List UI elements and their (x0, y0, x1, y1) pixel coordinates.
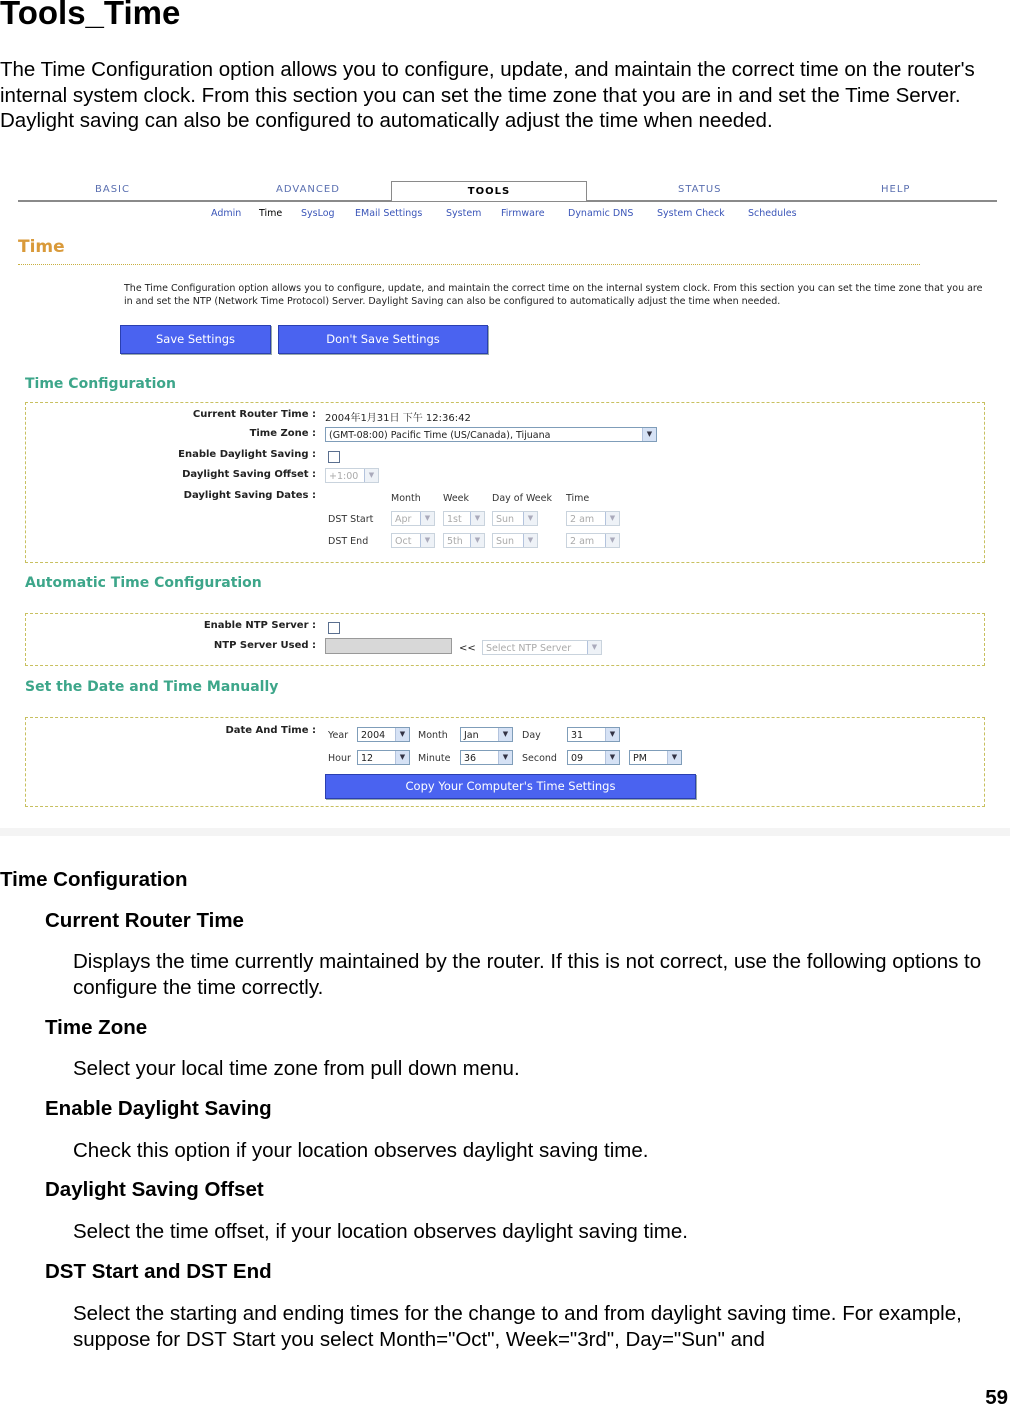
chevron-down-icon: ▼ (523, 512, 537, 525)
chevron-down-icon: ▼ (420, 534, 434, 547)
ntp-enable-label: Enable NTP Server : (203, 620, 316, 631)
panel-description: The Time Configuration option allows you to configure, update, and maintain the correct time on the internal system clock. From this section you can set the time zone that you are in and set the NTP (Network Time Protocol) Server. Daylight Saving can also be configured to automatically adjust the time when needed. (124, 283, 983, 307)
subnav-dynamic-dns[interactable]: Dynamic DNS (568, 208, 634, 219)
chevron-down-icon: ▼ (395, 751, 409, 764)
auto-config-title: Automatic Time Configuration (25, 575, 262, 591)
router-ui-screenshot (0, 172, 1010, 836)
chevron-down-icon: ▼ (470, 512, 484, 525)
dst-end-month-select[interactable] (391, 533, 435, 548)
col-day-of-week: Day of Week (492, 493, 552, 504)
item-heading-enable-daylight-saving: Enable Daylight Saving (45, 1097, 272, 1120)
dst-start-time-select[interactable] (566, 511, 620, 526)
month-label: Month (418, 730, 448, 741)
dst-offset-select[interactable] (325, 468, 379, 483)
item-heading-time-zone: Time Zone (45, 1016, 148, 1039)
dst-end-day-select[interactable] (492, 533, 538, 548)
tab-basic[interactable]: BASIC (95, 184, 130, 195)
item-text-time-zone: Select your local time zone from pull down menu. (73, 1057, 520, 1080)
day-select[interactable] (567, 727, 620, 742)
chevron-down-icon: ▼ (395, 728, 409, 741)
ampm-select[interactable] (629, 750, 682, 765)
dst-end-time-select[interactable] (566, 533, 620, 548)
col-month: Month (391, 493, 421, 504)
subnav-schedules[interactable]: Schedules (748, 208, 797, 219)
copy-arrow-button[interactable]: << (459, 643, 476, 654)
month-select[interactable] (460, 727, 513, 742)
dst-start-month-select[interactable] (391, 511, 435, 526)
minute-value: 36 (464, 753, 477, 764)
dst-end-time: 2 am (570, 536, 595, 547)
dst-start-month: Apr (395, 514, 412, 525)
col-week: Week (443, 493, 470, 504)
dst-offset-label: Daylight Saving Offset : (182, 469, 316, 480)
hour-select[interactable] (357, 750, 410, 765)
chevron-down-icon: ▼ (498, 728, 512, 741)
day-label: Day (522, 730, 541, 741)
section-title: Time Configuration (0, 868, 188, 891)
dst-end-week: 5th (447, 536, 463, 547)
subnav-system-check[interactable]: System Check (657, 208, 725, 219)
dst-end-label: DST End (328, 536, 369, 547)
ntp-server-input[interactable] (325, 638, 452, 654)
copy-computer-time-button[interactable]: Copy Your Computer's Time Settings (325, 774, 696, 799)
tab-help[interactable]: HELP (881, 184, 911, 195)
subnav-system[interactable]: System (446, 208, 482, 219)
time-config-title: Time Configuration (25, 376, 176, 392)
manual-title: Set the Date and Time Manually (25, 679, 279, 695)
dst-start-week-select[interactable] (443, 511, 485, 526)
chevron-down-icon: ▼ (605, 534, 619, 547)
dst-start-day-select[interactable] (492, 511, 538, 526)
second-value: 09 (571, 753, 584, 764)
year-select[interactable] (357, 727, 410, 742)
chevron-down-icon: ▼ (605, 512, 619, 525)
chevron-down-icon: ▼ (364, 469, 378, 482)
item-text-current-router-time: Displays the time currently maintained by the router. If this is not correct, use the following options to configure the time correctly. (73, 950, 982, 999)
minute-label: Minute (418, 753, 451, 764)
tab-tools[interactable]: TOOLS (391, 181, 587, 201)
chevron-down-icon: ▼ (470, 534, 484, 547)
dont-save-settings-button[interactable]: Don't Save Settings (278, 325, 488, 354)
tab-advanced[interactable]: ADVANCED (276, 184, 340, 195)
dst-end-day: Sun (496, 536, 515, 547)
subnav-email-settings[interactable]: EMail Settings (355, 208, 423, 219)
document-title: Tools_Time (0, 0, 181, 31)
month-value: Jan (464, 730, 479, 741)
subnav-syslog[interactable]: SysLog (301, 208, 335, 219)
col-time: Time (566, 493, 590, 504)
dst-end-week-select[interactable] (443, 533, 485, 548)
chevron-down-icon: ▼ (523, 534, 537, 547)
item-text-enable-daylight-saving: Check this option if your location observes daylight saving time. (73, 1139, 649, 1162)
second-select[interactable] (567, 750, 620, 765)
ampm-value: PM (633, 753, 647, 764)
chevron-down-icon: ▼ (498, 751, 512, 764)
current-time-label: Current Router Time : (192, 409, 316, 420)
dst-dates-label: Daylight Saving Dates : (183, 490, 316, 501)
current-time-value: 2004年1月31日 下午 12:36:42 (325, 413, 471, 424)
ntp-enable-checkbox[interactable] (328, 622, 340, 634)
chevron-down-icon: ▼ (642, 428, 656, 441)
item-heading-dst-start-end: DST Start and DST End (45, 1260, 272, 1283)
tab-status[interactable]: STATUS (678, 184, 722, 195)
subnav-firmware[interactable]: Firmware (501, 208, 545, 219)
datetime-label: Date And Time : (225, 725, 316, 736)
subnav-admin[interactable]: Admin (211, 208, 242, 219)
year-label: Year (328, 730, 349, 741)
chevron-down-icon: ▼ (605, 728, 619, 741)
ntp-used-label: NTP Server Used : (213, 640, 316, 651)
item-heading-current-router-time: Current Router Time (45, 909, 244, 932)
dst-start-day: Sun (496, 514, 515, 525)
chevron-down-icon: ▼ (667, 751, 681, 764)
ntp-server-select[interactable] (482, 640, 602, 655)
page-number: 59 (985, 1386, 1008, 1409)
dst-start-time: 2 am (570, 514, 595, 525)
chevron-down-icon: ▼ (420, 512, 434, 525)
dst-offset-value: +1:00 (329, 471, 359, 482)
time-zone-label: Time Zone : (249, 428, 316, 439)
day-value: 31 (571, 730, 584, 741)
dst-start-label: DST Start (328, 514, 374, 525)
dst-start-week: 1st (447, 514, 462, 525)
item-text-dst-start-end: Select the starting and ending times for the change to and from daylight saving time. For example, suppose for DST Start you select Month="Oct", Week="3rd", Day="Sun" and (73, 1302, 962, 1351)
second-label: Second (522, 753, 557, 764)
chevron-down-icon: ▼ (587, 641, 601, 654)
item-text-daylight-saving-offset: Select the time offset, if your location observes daylight saving time. (73, 1220, 688, 1243)
dst-enable-label: Enable Daylight Saving : (178, 449, 316, 460)
hour-value: 12 (361, 753, 374, 764)
time-zone-value: (GMT-08:00) Pacific Time (US/Canada), Tijuana (329, 430, 551, 441)
hour-label: Hour (328, 753, 351, 764)
page-title: Time (18, 237, 65, 257)
time-zone-select[interactable] (325, 427, 657, 442)
chevron-down-icon: ▼ (605, 751, 619, 764)
title-divider (18, 264, 920, 265)
dst-end-month: Oct (395, 536, 412, 547)
subnav-time[interactable]: Time (259, 208, 283, 219)
screenshot-bottom-shadow (0, 828, 1010, 836)
save-settings-button[interactable]: Save Settings (120, 325, 271, 354)
ntp-server-placeholder: Select NTP Server (486, 643, 572, 654)
year-value: 2004 (361, 730, 386, 741)
item-heading-daylight-saving-offset: Daylight Saving Offset (45, 1178, 264, 1201)
dst-enable-checkbox[interactable] (328, 451, 340, 463)
minute-select[interactable] (460, 750, 513, 765)
intro-paragraph: The Time Configuration option allows you to configure, update, and maintain the correct time on the router's internal system clock. From this section you can set the time zone that you are in and set the Time Server. Daylight saving can also be configured to automatically adjust the time when needed. (0, 58, 975, 132)
